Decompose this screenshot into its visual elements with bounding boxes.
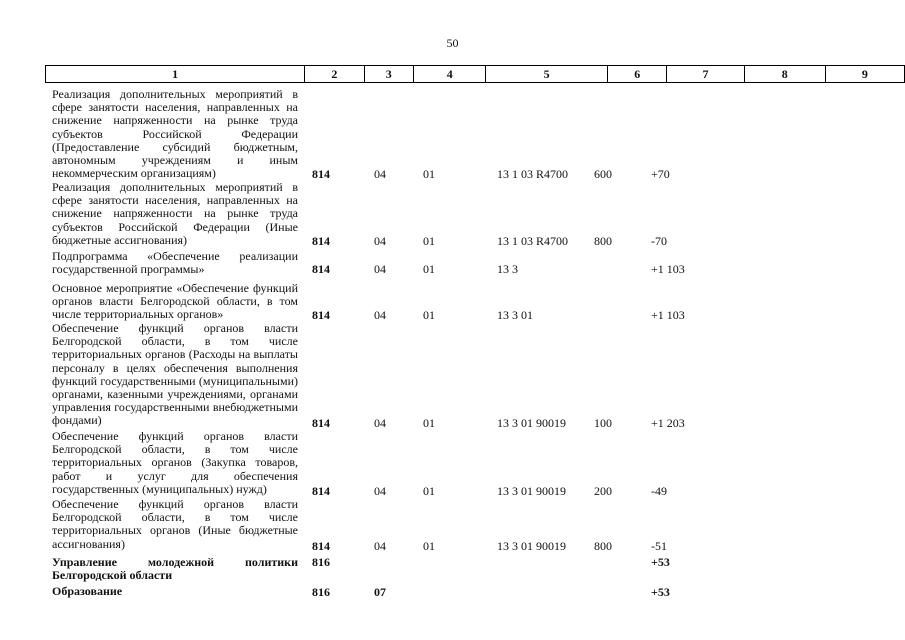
header-col-1: 1 — [46, 66, 305, 83]
header-col-8: 8 — [744, 66, 825, 83]
row-csr: 13 3 01 — [497, 307, 533, 322]
row-grbs: 814 — [312, 483, 330, 498]
row-vr: 800 — [594, 233, 612, 248]
row-sum: -49 — [651, 483, 667, 498]
header-col-3: 3 — [364, 66, 414, 83]
row-sum: +53 — [651, 554, 670, 569]
row-grbs: 814 — [312, 538, 330, 553]
row-pr: 01 — [423, 166, 435, 181]
row-sum: +70 — [651, 166, 670, 181]
row-sum: -70 — [651, 233, 667, 248]
row-description: Подпрограмма «Обеспечение реализации государственной программы» — [52, 249, 298, 277]
row-vr: 800 — [594, 538, 612, 553]
row-sum: -51 — [651, 538, 667, 553]
row-grbs: 814 — [312, 261, 330, 276]
row-pr: 01 — [423, 233, 435, 248]
row-sum: +1 103 — [651, 307, 685, 322]
column-header-table — [45, 65, 905, 83]
row-description: Управление молодежной политики Белгородской области — [52, 555, 298, 583]
header-col-9: 9 — [825, 66, 904, 83]
row-sum: +1 103 — [651, 261, 685, 276]
table-row — [0, 250, 905, 276]
page-number: 50 — [446, 36, 459, 50]
row-rz: 04 — [374, 415, 386, 430]
table-row — [0, 181, 905, 248]
table-row — [0, 322, 905, 430]
row-vr: 600 — [594, 166, 612, 181]
row-pr: 01 — [423, 307, 435, 322]
row-pr: 01 — [423, 415, 435, 430]
row-description: Основное мероприятие «Обеспечение функций органов власти Белгородской области, в том числе территориальных органов» — [52, 281, 298, 322]
row-pr: 01 — [423, 261, 435, 276]
row-description: Реализация дополнительных мероприятий в сфере занятости населения, направленных на снижение напряженности на рынке труда субъектов Российской Федерации (Иные бюджетные ассигнования) — [52, 180, 298, 247]
row-pr: 01 — [423, 483, 435, 498]
row-description: Реализация дополнительных мероприятий в сфере занятости населения, направленных на снижение напряженности на рынке труда субъектов Российской Федерации (Предоставление субсидий бюджетным, автономным учреждениям и иным некоммерческим организациям) — [52, 87, 298, 181]
table-row — [0, 498, 905, 553]
row-csr: 13 3 — [497, 261, 518, 276]
row-rz: 07 — [374, 584, 386, 599]
table-row — [0, 556, 905, 583]
header-col-6: 6 — [608, 66, 667, 83]
row-sum: +53 — [651, 584, 670, 599]
table-row — [0, 585, 905, 599]
row-vr: 100 — [594, 415, 612, 430]
row-grbs: 814 — [312, 233, 330, 248]
row-description: Образование — [52, 584, 123, 598]
row-description: Обеспечение функций органов власти Белгородской области, в том числе территориальных органов (Иные бюджетные ассигнования) — [52, 497, 298, 551]
row-rz: 04 — [374, 166, 386, 181]
row-grbs: 814 — [312, 166, 330, 181]
header-col-2: 2 — [305, 66, 364, 83]
row-csr: 13 3 01 90019 — [497, 538, 566, 553]
row-rz: 04 — [374, 261, 386, 276]
table-row — [0, 88, 905, 181]
row-vr: 200 — [594, 483, 612, 498]
row-csr: 13 3 01 90019 — [497, 483, 566, 498]
row-rz: 04 — [374, 483, 386, 498]
row-rz: 04 — [374, 538, 386, 553]
row-rz: 04 — [374, 233, 386, 248]
row-pr: 01 — [423, 538, 435, 553]
row-grbs: 816 — [312, 584, 330, 599]
row-description: Обеспечение функций органов власти Белгородской области, в том числе территориальных органов (Закупка товаров, работ и услуг для обеспечения государственных (муниципальных) нужд) — [52, 429, 298, 496]
row-csr: 13 1 03 R4700 — [497, 233, 569, 248]
table-row — [0, 282, 905, 322]
header-col-5: 5 — [486, 66, 608, 83]
row-sum: +1 203 — [651, 415, 685, 430]
header-col-7: 7 — [667, 66, 744, 83]
row-grbs: 814 — [312, 415, 330, 430]
row-csr: 13 3 01 90019 — [497, 415, 566, 430]
row-rz: 04 — [374, 307, 386, 322]
table-row — [0, 430, 905, 498]
row-description: Обеспечение функций органов власти Белгородской области, в том числе территориальных органов (Расходы на выплаты персоналу в целях обеспечения выполнения функций государственными (муниципальными) органами, казенными учреждениями, органами управления государственными внебюджетными фондами) — [52, 321, 298, 428]
row-grbs: 816 — [312, 554, 330, 569]
header-col-4: 4 — [414, 66, 486, 83]
row-csr: 13 1 03 R4700 — [497, 166, 569, 181]
row-grbs: 814 — [312, 307, 330, 322]
